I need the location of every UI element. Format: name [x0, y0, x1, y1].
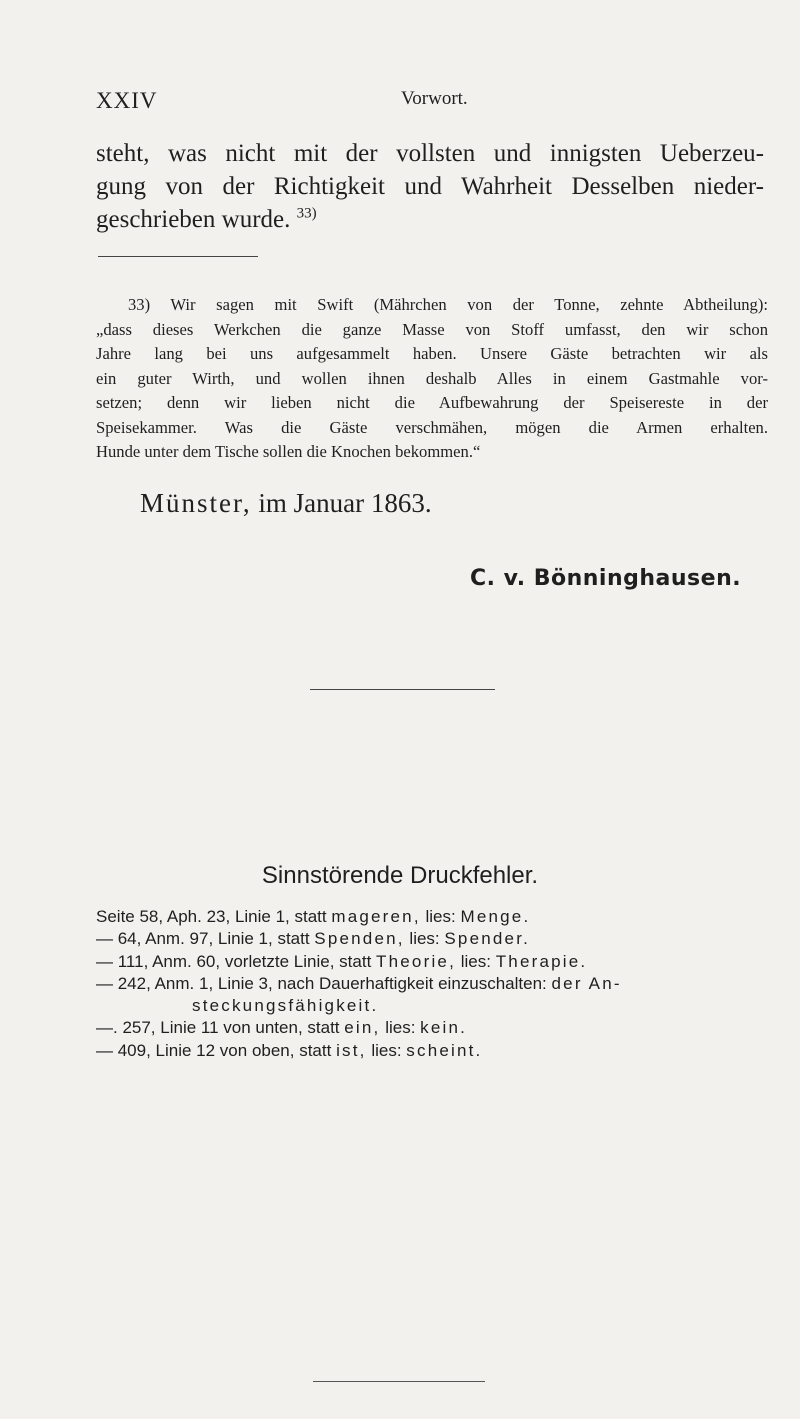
errata-entry: — 64, Anm. 97, Linie 1, statt Spenden, lies: Spender.	[96, 929, 531, 949]
author-signature: C. v. Bönninghausen.	[470, 566, 742, 591]
body-paragraph	[96, 137, 764, 236]
errata-entry: — 242, Anm. 1, Linie 3, nach Dauerhaftigkeit einzuschalten: der An-	[96, 973, 622, 993]
body-line-text: geschrieben wurde.	[96, 206, 291, 233]
footnote-separator	[98, 256, 258, 257]
footnote-line: 33) Wir sagen mit Swift (Mährchen von der Tonne, zehnte Abtheilung):	[128, 295, 768, 314]
footnote-line: „dass dieses Werkchen die ganze Masse von Stoff umfasst, den wir schon	[96, 319, 768, 339]
footnote-line: ein guter Wirth, und wollen ihnen deshalb Alles in einem Gastmahle vor-	[96, 368, 768, 388]
errata-entry: — 111, Anm. 60, vorletzte Linie, statt Theorie, lies: Therapie.	[96, 951, 588, 971]
errata-list	[96, 906, 776, 1062]
place-date-line	[140, 488, 432, 519]
date: im Januar 1863.	[258, 488, 432, 518]
place: Münster,	[140, 488, 252, 518]
errata-entry-continuation: steckungsfähigkeit.	[192, 996, 379, 1016]
footnote-line: Speisekammer. Was die Gäste verschmähen, mögen die Armen erhalten.	[96, 417, 768, 437]
footnote-line: Hunde unter dem Tische sollen die Knochen bekommen.“	[96, 442, 481, 461]
footnote-reference: 33)	[296, 205, 317, 222]
errata-entry: —. 257, Linie 11 von unten, statt ein, lies: kein.	[96, 1018, 468, 1038]
body-line: gung von der Richtigkeit und Wahrheit Desselben nieder-	[96, 173, 764, 200]
errata-entry: — 409, Linie 12 von oben, statt ist, lies: scheint.	[96, 1040, 483, 1060]
body-line	[96, 203, 764, 236]
footnote-33	[96, 293, 768, 465]
errata-heading: Sinnstörende Druckfehler.	[261, 862, 539, 889]
running-title: Vorwort.	[401, 88, 468, 109]
body-line: steht, was nicht mit der vollsten und innigsten Ueberzeu-	[96, 140, 764, 167]
running-head	[96, 88, 776, 118]
footnote-line: setzen; denn wir lieben nicht die Aufbewahrung der Speisereste in der	[96, 393, 768, 412]
footnote-line: Jahre lang bei uns aufgesammelt haben. Unsere Gäste betrachten wir als	[96, 344, 768, 363]
page-end-rule	[313, 1381, 485, 1382]
section-end-rule	[310, 689, 495, 690]
errata-entry: Seite 58, Aph. 23, Linie 1, statt mageren, lies: Menge.	[96, 907, 531, 926]
page-number: XXIV	[96, 88, 158, 113]
